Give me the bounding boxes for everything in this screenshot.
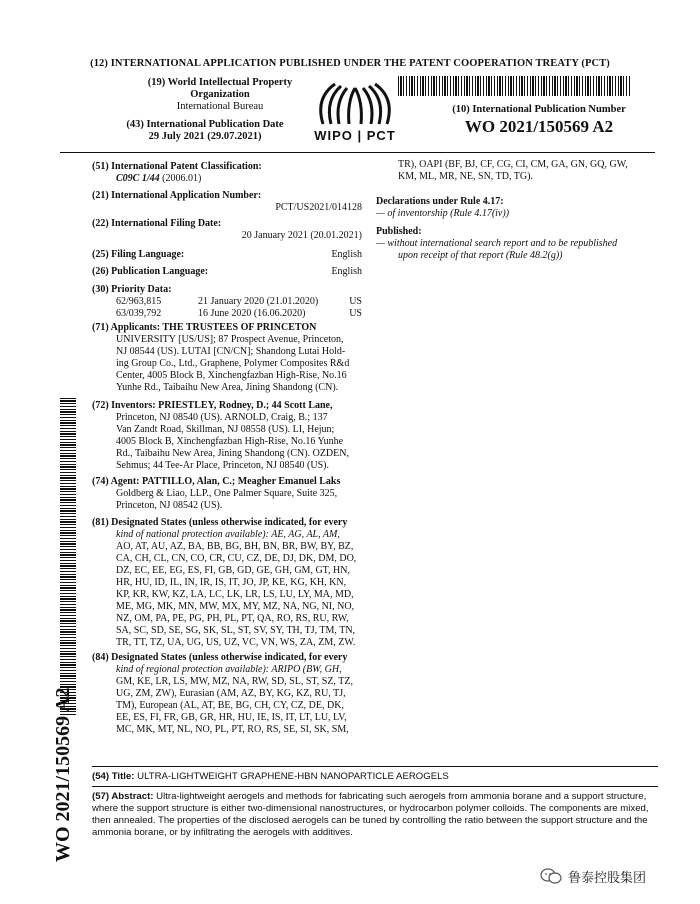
filing-date: 20 January 2021 (20.01.2021) bbox=[241, 230, 362, 241]
inventors-line: Sehmus; 44 Tee-Ar Place, Princeton, NJ 08540 (US). bbox=[116, 460, 329, 471]
states-line: kind of national protection available): AE, AG, AL, AM, bbox=[116, 529, 340, 540]
abstract-label: (57) Abstract: bbox=[92, 791, 154, 802]
classification-code: C09C 1/44 bbox=[116, 173, 160, 184]
states-line: AO, AT, AU, AZ, BA, BB, BG, BH, BN, BR, BW, BY, BZ, bbox=[116, 541, 354, 552]
inventors-line: Princeton, NJ 08540 (US). ARNOLD, Craig, B.; 137 bbox=[116, 412, 328, 423]
continued-line: TR), OAPI (BF, BJ, CF, CG, CI, CM, GA, GN, GQ, GW, bbox=[398, 159, 628, 170]
invention-title: ULTRA-LIGHTWEIGHT GRAPHENE-HBN NANOPARTICLE AEROGELS bbox=[137, 771, 449, 782]
publication-number: WO 2021/150569 A2 bbox=[464, 117, 614, 136]
regional-line: TM), European (AL, AT, BE, BG, CH, CY, CZ, DE, DK, bbox=[116, 700, 344, 711]
side-publication-number: WO 2021/150569 A2 bbox=[52, 687, 74, 862]
title-divider bbox=[92, 766, 658, 767]
published-label: Published: bbox=[376, 226, 422, 237]
priority-row bbox=[92, 296, 362, 308]
states-line: ME, MG, MK, MN, MW, MX, MY, MZ, NA, NG, NI, NO, bbox=[116, 601, 355, 612]
regional-line: MC, MK, MT, NL, NO, PL, PT, RO, RS, SE, SI, SK, SM, bbox=[116, 724, 349, 735]
agent-line: Goldberg & Liao, LLP., One Palmer Square, Suite 325, bbox=[116, 488, 338, 499]
states-line: HR, HU, ID, IL, IN, IR, IS, IT, JO, JP, KE, KG, KH, KN, bbox=[116, 577, 347, 588]
watermark bbox=[540, 866, 690, 886]
publication-date-block bbox=[110, 119, 300, 143]
declarations-label: Declarations under Rule 4.17: bbox=[376, 196, 504, 207]
publication-language: English bbox=[331, 266, 362, 277]
wechat-icon bbox=[540, 867, 562, 885]
published-item-continued: upon receipt of that report (Rule 48.2(g)) bbox=[398, 250, 563, 261]
field-21 bbox=[92, 190, 362, 214]
org-line-3: International Bureau bbox=[176, 101, 264, 112]
published-item: — without international search report and to be republished bbox=[376, 238, 618, 249]
priority-data-label: (30) Priority Data: bbox=[92, 284, 172, 295]
field-72-inventors bbox=[92, 400, 362, 472]
field-81-designated-states bbox=[92, 517, 362, 649]
title-line bbox=[92, 771, 658, 783]
applicants-line: ing Group Co., Ltd., Graphene, Polymer Composites R&d bbox=[116, 358, 350, 369]
top-barcode bbox=[398, 76, 630, 96]
field-51 bbox=[92, 161, 362, 185]
continued-line: KM, ML, MR, NE, SN, TD, TG). bbox=[398, 171, 533, 182]
wipo-logo-text: WIPO | PCT bbox=[314, 128, 396, 143]
title-label: (54) Title: bbox=[92, 771, 135, 782]
regional-line: GM, KE, LR, LS, MW, MZ, NA, RW, SD, SL, ST, SZ, TZ, bbox=[116, 676, 353, 687]
filing-language-label: (25) Filing Language: bbox=[92, 249, 185, 260]
states-line: (81) Designated States (unless otherwise indicated, for every bbox=[92, 517, 348, 528]
abstract-divider bbox=[92, 786, 658, 787]
states-line: DZ, EC, EE, EG, ES, FI, GB, GD, GE, GH, GM, GT, HN, bbox=[116, 565, 350, 576]
filing-language: English bbox=[331, 249, 362, 260]
classification-label: (51) International Patent Classification: bbox=[92, 161, 262, 172]
org-block bbox=[140, 77, 300, 113]
states-line: CA, CH, CL, CN, CO, CR, CU, CZ, DE, DJ, DK, DM, DO, bbox=[116, 553, 357, 564]
published-section bbox=[376, 226, 658, 262]
inventors-line: Van Zandt Road, Skillman, NJ 08558 (US). LI, Hejun; bbox=[116, 424, 335, 435]
applicants-line: Center, 4005 Block B, Xinchengfazban High-Rise, No.16 bbox=[116, 370, 347, 381]
priority-number: 62/963,815 bbox=[116, 296, 162, 307]
abstract-line: ammonia borane, or by infiltrating the aerogels with additives. bbox=[92, 827, 353, 838]
watermark-text: 鲁泰控股集团 bbox=[568, 870, 647, 886]
applicants-line: (71) Applicants: THE TRUSTEES OF PRINCETON bbox=[92, 322, 317, 333]
agent-line: (74) Agent: PATTILLO, Alan, C.; Meagher Emanuel Laks bbox=[92, 476, 341, 487]
field-84-regional-states bbox=[92, 652, 362, 736]
priority-date: 16 June 2020 (16.06.2020) bbox=[198, 308, 306, 319]
applicants-line: NJ 08544 (US). LUTAI [CN/CN]; Shandong Lutai Hold- bbox=[116, 346, 346, 357]
abstract-line: Ultra-lightweight aerogels and methods for fabricating such aerogels from ammonia borane and a support structure, bbox=[156, 791, 647, 802]
agent-line: Princeton, NJ 08542 (US). bbox=[116, 500, 223, 511]
declarations-item: — of inventorship (Rule 4.17(iv)) bbox=[376, 208, 510, 219]
regional-line: UG, ZM, ZW), Eurasian (AM, AZ, BY, KG, KZ, RU, TJ, bbox=[116, 688, 346, 699]
field-25 bbox=[92, 249, 362, 261]
org-line-1: (19) World Intellectual Property bbox=[147, 77, 293, 88]
field-71-applicants bbox=[92, 322, 362, 394]
org-line-2: Organization bbox=[190, 89, 250, 100]
field-22 bbox=[92, 218, 362, 242]
classification-date: (2006.01) bbox=[162, 173, 202, 184]
priority-country: US bbox=[349, 296, 362, 307]
field-26 bbox=[92, 266, 362, 278]
publication-type-heading: (12) INTERNATIONAL APPLICATION PUBLISHED UNDER THE PATENT COOPERATION TREATY (PCT) bbox=[90, 58, 610, 69]
side-barcode bbox=[60, 398, 76, 716]
publication-date-label: (43) International Publication Date bbox=[126, 119, 284, 130]
regional-line: kind of regional protection available): ARIPO (BW, GH, bbox=[116, 664, 342, 675]
inventors-line: Rd., Taibaihu New Area, Jining Shandong (CN). OZDEN, bbox=[116, 448, 349, 459]
publication-language-label: (26) Publication Language: bbox=[92, 266, 209, 277]
publication-date-value: 29 July 2021 (29.07.2021) bbox=[148, 131, 262, 142]
states-line: KP, KR, KW, KZ, LA, LC, LK, LR, LS, LU, LY, MA, MD, bbox=[116, 589, 354, 600]
field-74-agent bbox=[92, 476, 362, 512]
inventors-line: (72) Inventors: PRIESTLEY, Rodney, D.; 44 Scott Lane, bbox=[92, 400, 333, 411]
publication-number-label: (10) International Publication Number bbox=[452, 104, 626, 115]
regional-line: EE, ES, FI, FR, GB, GR, HR, HU, IE, IS, IT, LT, LU, LV, bbox=[116, 712, 347, 723]
applicants-line: Yunhe Rd., Taibaihu New Area, Jining Shandong (CN). bbox=[116, 382, 339, 393]
priority-number: 63/039,792 bbox=[116, 308, 162, 319]
states-line: TR, TT, TZ, UA, UG, US, UZ, VC, VN, WS, ZA, ZM, ZW. bbox=[116, 637, 356, 648]
regional-line: (84) Designated States (unless otherwise indicated, for every bbox=[92, 652, 348, 663]
declarations-section bbox=[376, 196, 658, 220]
filing-date-label: (22) International Filing Date: bbox=[92, 218, 222, 229]
abstract-line: where the support structure is either two-dimensional nanostructures, or hydrocarbon polymer colloids. The components are mixed, bbox=[92, 803, 649, 814]
priority-row bbox=[92, 308, 362, 320]
priority-country: US bbox=[349, 308, 362, 319]
wipo-logo bbox=[305, 78, 405, 148]
wipo-emblem-icon bbox=[305, 78, 405, 130]
field-30 bbox=[92, 284, 362, 320]
abstract-block bbox=[92, 791, 658, 839]
header-divider bbox=[60, 152, 655, 153]
states-line: NZ, OM, PA, PE, PG, PH, PL, PT, QA, RO, RS, RU, RW, bbox=[116, 613, 349, 624]
regional-continued bbox=[398, 159, 658, 183]
abstract-line: then annealed. The properties of the disclosed aerogels can be tuned by controlling the ratio between the support structure and the bbox=[92, 815, 648, 826]
priority-date: 21 January 2020 (21.01.2020) bbox=[198, 296, 319, 307]
inventors-line: 4005 Block B, Xinchengfazban High-Rise, No.16 Yunhe bbox=[116, 436, 344, 447]
application-number-label: (21) International Application Number: bbox=[92, 190, 262, 201]
application-number: PCT/US2021/014128 bbox=[275, 202, 362, 213]
states-line: SA, SC, SD, SE, SG, SK, SL, ST, SV, SY, TH, TJ, TM, TN, bbox=[116, 625, 356, 636]
applicants-line: UNIVERSITY [US/US]; 87 Prospect Avenue, Princeton, bbox=[116, 334, 344, 345]
